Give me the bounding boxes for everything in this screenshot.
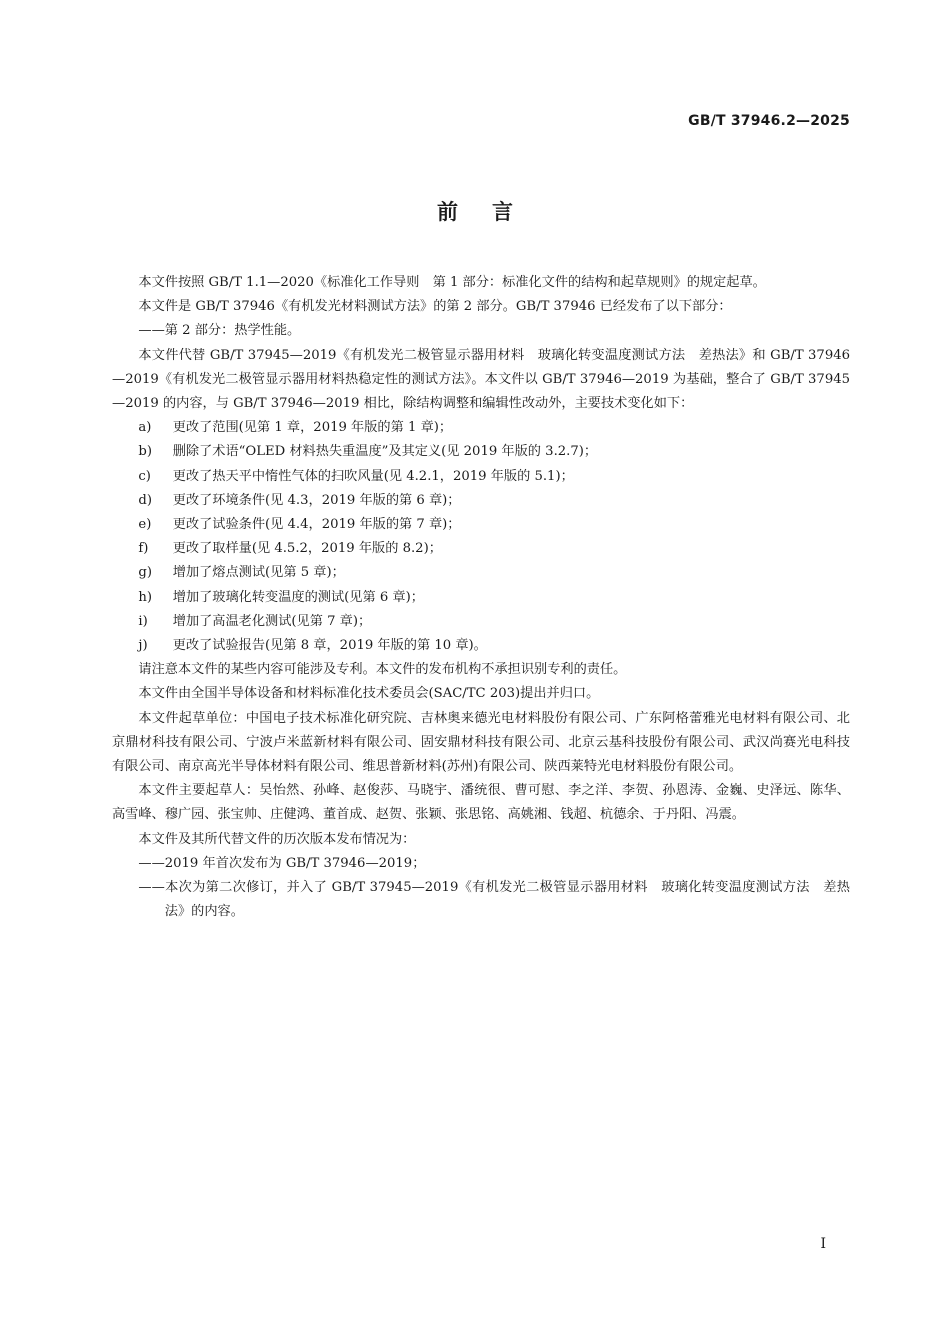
- list-item: [112, 537, 850, 561]
- foreword-body: [112, 271, 850, 924]
- dash-item-first-release: ——2019 年首次发布为 GB/T 37946—2019；: [138, 855, 426, 871]
- list-marker: f): [138, 541, 149, 557]
- list-marker: c): [138, 468, 151, 484]
- list-item: [112, 465, 850, 489]
- paragraph-replacement: 本文件代替 GB/T 37945—2019《有机发光二极管显示器用材料 玻璃化转变温度测试方法 差热法》和 GB/T 37946—2019《有机发光二极管显示器用材料热稳定性的测试方法》。本文件以 GB/T 37946—2019 为基础，整合了 GB/T 37945—2019 的内容，与 GB/T 37946—2019 相比，除结构调整和编辑性改动外，主要技术变化如下：: [112, 347, 850, 412]
- list-item: [112, 561, 850, 585]
- list-item: [112, 634, 850, 658]
- page-number: I: [820, 1236, 826, 1252]
- paragraph-drafting-units: 本文件起草单位：中国电子技术标准化研究院、吉林奥来德光电材料股份有限公司、广东阿格蕾雅光电材料有限公司、北京鼎材科技有限公司、宁波卢米蓝新材料有限公司、固安鼎材科技有限公司、北京云基科技股份有限公司、武汉尚赛光电科技有限公司、南京高光半导体材料有限公司、维思普新材料(苏州)有限公司、陕西莱特光电材料股份有限公司。: [112, 710, 850, 775]
- list-text: 更改了环境条件(见 4.3，2019 年版的第 6 章)；: [172, 492, 461, 508]
- list-marker: j): [138, 638, 148, 654]
- list-text: 增加了玻璃化转变温度的测试(见第 6 章)；: [172, 589, 424, 605]
- list-text: 删除了术语“OLED 材料热失重温度”及其定义(见 2019 年版的 3.2.7)；: [172, 444, 598, 460]
- paragraph-drafting-rules: 本文件按照 GB/T 1.1—2020《标准化工作导则 第 1 部分：标准化文件的结构和起草规则》的规定起草。: [138, 275, 766, 290]
- list-marker: g): [138, 565, 152, 581]
- list-text: 更改了范围(见第 1 章，2019 年版的第 1 章)；: [172, 420, 453, 436]
- list-text: 更改了取样量(见 4.5.2，2019 年版的 8.2)；: [172, 541, 442, 557]
- list-text: 增加了熔点测试(见第 5 章)；: [172, 565, 345, 581]
- list-item: [112, 440, 850, 464]
- document-code: GB/T 37946.2—2025: [688, 113, 850, 129]
- paragraph-history: 本文件及其所代替文件的历次版本发布情况为：: [138, 831, 416, 847]
- list-text: 更改了热天平中惰性气体的扫吹风量(见 4.2.1，2019 年版的 5.1)；: [172, 468, 574, 484]
- list-marker: b): [138, 444, 152, 460]
- dash-item-second-revision: ——本次为第二次修订，并入了 GB/T 37945—2019《有机发光二极管显示器用材料 玻璃化转变温度测试方法 差热法》的内容。: [138, 880, 850, 920]
- list-marker: i): [138, 613, 148, 629]
- paragraph-proposer: 本文件由全国半导体设备和材料标准化技术委员会(SAC/TC 203)提出并归口。: [138, 686, 600, 702]
- page-title: 前言: [437, 200, 547, 224]
- list-text: 更改了试验报告(见第 8 章，2019 年版的第 10 章)。: [172, 638, 487, 654]
- list-item: [112, 489, 850, 513]
- list-item: [112, 586, 850, 610]
- list-marker: e): [138, 517, 152, 533]
- list-item: [112, 416, 850, 440]
- list-marker: a): [138, 420, 152, 436]
- list-marker: h): [138, 589, 153, 605]
- dash-item-part-2: ——第 2 部分：热学性能。: [138, 323, 301, 339]
- paragraph-patent-notice: 请注意本文件的某些内容可能涉及专利。本文件的发布机构不承担识别专利的责任。: [138, 662, 627, 678]
- list-item: [112, 513, 850, 537]
- list-text: 增加了高温老化测试(见第 7 章)；: [172, 613, 372, 629]
- list-text: 更改了试验条件(见 4.4，2019 年版的第 7 章)；: [172, 517, 461, 533]
- list-marker: d): [138, 492, 152, 508]
- list-item: [112, 610, 850, 634]
- paragraph-drafters: 本文件主要起草人：吴怡然、孙峰、赵俊莎、马晓宇、潘统很、曹可慰、李之洋、李贺、孙恩涛、金巍、史泽远、陈华、高雪峰、穆广园、张宝帅、庄健鸿、董首成、赵贺、张颖、张思铭、高姚湘、钱超、杭德余、于丹阳、冯震。: [112, 783, 850, 823]
- paragraph-part-info: 本文件是 GB/T 37946《有机发光材料测试方法》的第 2 部分。GB/T 37946 已经发布了以下部分：: [138, 299, 732, 315]
